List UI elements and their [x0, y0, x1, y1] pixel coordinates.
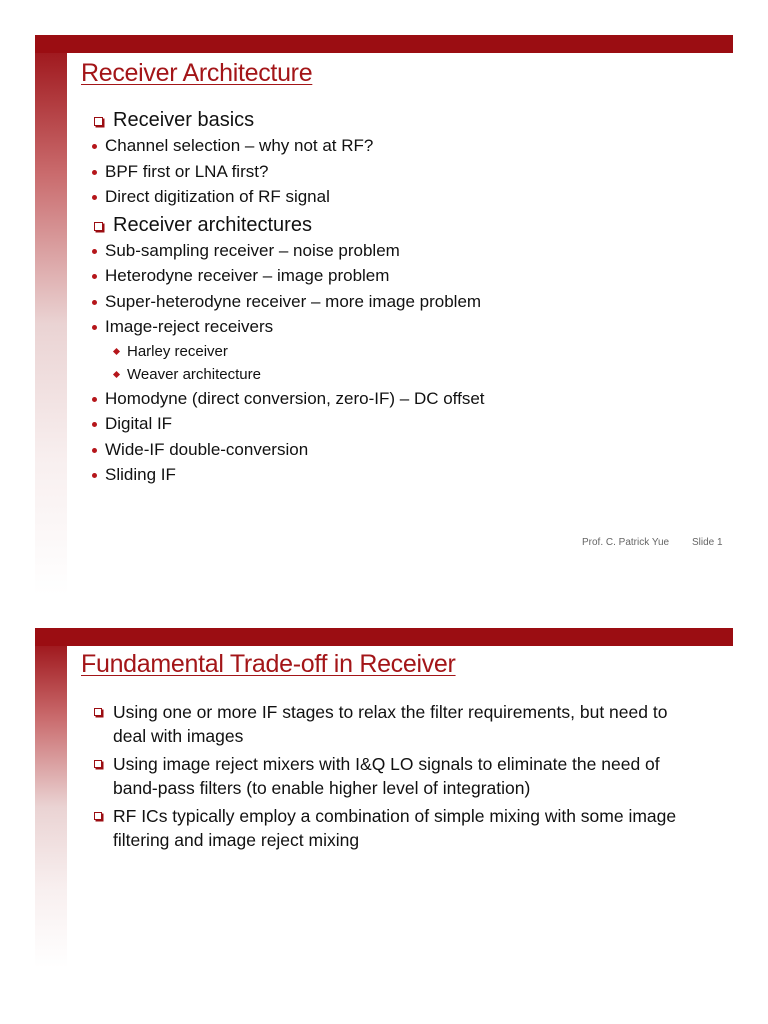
square-bullet-icon — [94, 760, 102, 768]
slide-title: Fundamental Trade-off in Receiver — [81, 650, 456, 678]
sub-sub-list — [105, 340, 485, 386]
diamond-bullet-icon — [113, 370, 120, 377]
round-bullet-icon — [92, 195, 97, 200]
footer-slide-number: Slide 1 — [692, 537, 723, 548]
list-item: Channel selection – why not at RF? — [81, 133, 485, 159]
list-item: Using one or more IF stages to relax the filter requirements, but need to deal with images — [81, 700, 681, 748]
square-bullet-icon — [94, 708, 102, 716]
list-item: Harley receiver — [105, 340, 485, 363]
list-item: Heterodyne receiver – image problem — [81, 263, 485, 289]
list-item: RF ICs typically employ a combination of simple mixing with some image filtering and image reject mixing — [81, 804, 681, 852]
list-item: Sliding IF — [81, 462, 485, 488]
bullet-list — [81, 700, 681, 856]
list-item: Digital IF — [81, 411, 485, 437]
round-bullet-icon — [92, 448, 97, 453]
square-bullet-icon — [94, 222, 103, 231]
round-bullet-icon — [92, 249, 97, 254]
round-bullet-icon — [92, 170, 97, 175]
slide-1 — [35, 35, 733, 595]
sub-list — [81, 133, 485, 210]
list-item: Sub-sampling receiver – noise problem — [81, 238, 485, 264]
slide-header-bar — [35, 35, 733, 53]
round-bullet-icon — [92, 144, 97, 149]
list-item: Weaver architecture — [105, 363, 485, 386]
bullet-list — [81, 107, 485, 488]
slide-side-gradient — [35, 53, 67, 595]
footer-author: Prof. C. Patrick Yue — [582, 537, 670, 548]
round-bullet-icon — [92, 473, 97, 478]
square-bullet-icon — [94, 117, 103, 126]
list-item: Homodyne (direct conversion, zero-IF) – DC offset — [81, 386, 485, 412]
slide-header-bar — [35, 628, 733, 646]
round-bullet-icon — [92, 422, 97, 427]
round-bullet-icon — [92, 325, 97, 330]
list-item: BPF first or LNA first? — [81, 159, 485, 185]
list-item: Super-heterodyne receiver – more image problem — [81, 289, 485, 315]
round-bullet-icon — [92, 300, 97, 305]
slide-side-gradient — [35, 646, 67, 968]
section-heading: Receiver architectures — [81, 212, 485, 238]
square-bullet-icon — [94, 812, 102, 820]
diamond-bullet-icon — [113, 347, 120, 354]
list-item: Image-reject receivers — [81, 314, 485, 340]
section-heading: Receiver basics — [81, 107, 485, 133]
round-bullet-icon — [92, 397, 97, 402]
list-item: Direct digitization of RF signal — [81, 184, 485, 210]
round-bullet-icon — [92, 274, 97, 279]
slide-2 — [35, 628, 733, 968]
slide-title: Receiver Architecture — [81, 59, 313, 87]
list-item: Using image reject mixers with I&Q LO signals to eliminate the need of band-pass filters (to enable higher level of integration) — [81, 752, 681, 800]
list-item: Wide-IF double-conversion — [81, 437, 485, 463]
sub-list — [81, 238, 485, 488]
